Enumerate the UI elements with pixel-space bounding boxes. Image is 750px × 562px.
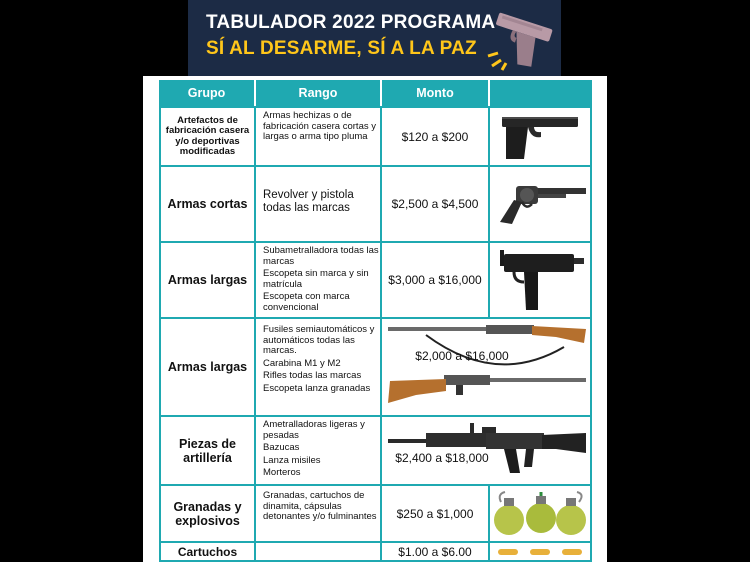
price-sheet bbox=[143, 76, 607, 562]
row-6-image bbox=[490, 486, 590, 541]
header-monto: Monto bbox=[382, 80, 488, 106]
row-6-grupo: Granadas y explosivos bbox=[161, 486, 254, 541]
row-5-grupo: Piezas de artillería bbox=[161, 417, 254, 484]
row-2-monto: $2,500 a $4,500 bbox=[382, 167, 488, 241]
row-3-grupo: Armas largas bbox=[161, 243, 254, 317]
row-4-monto: $2,000 a $16,000 bbox=[415, 349, 509, 363]
banner bbox=[188, 0, 561, 76]
header-grupo: Grupo bbox=[159, 80, 254, 106]
row-7-image bbox=[490, 543, 590, 560]
row-3-rango bbox=[256, 243, 380, 317]
row-5-rango-line-2: Bazucas bbox=[263, 442, 300, 453]
row-4-rango-line-4: Escopeta lanza granadas bbox=[263, 382, 371, 394]
row-4-rango bbox=[256, 319, 380, 415]
bullet-icon bbox=[494, 546, 586, 558]
submachine-gun-icon bbox=[494, 246, 586, 314]
row-4-rango-line-3: Rifles todas las marcas bbox=[263, 370, 362, 381]
row-3-rango-line-2: Escopeta sin marca y sin matrícula bbox=[263, 268, 369, 290]
header-image bbox=[490, 80, 592, 106]
row-5-rango-line-1: Ametralladoras ligeras y pesadas bbox=[263, 419, 365, 441]
row-4-rango-line-1: Fusiles semiautomáticos y automáticos todas las marcas. bbox=[263, 324, 375, 356]
assault-rifle-icon bbox=[386, 419, 590, 477]
row-1-image bbox=[490, 108, 590, 165]
row-6-rango-line: Granadas, cartuchos de dinamita, cápsulas detonantes y/o fulminantes bbox=[263, 490, 377, 522]
pistol-icon bbox=[498, 111, 582, 163]
grenade-icon bbox=[491, 488, 589, 540]
row-6-rango bbox=[256, 486, 380, 541]
row-3-monto: $3,000 a $16,000 bbox=[382, 243, 488, 317]
row-2-image bbox=[490, 167, 590, 241]
rifle-icon bbox=[386, 323, 590, 413]
banner-title: TABULADOR 2022 PROGRAMA bbox=[206, 12, 496, 33]
revolver-icon bbox=[492, 180, 588, 228]
row-2-grupo: Armas cortas bbox=[161, 167, 254, 241]
row-3-rango-line-3: Escopeta con marca convencional bbox=[263, 291, 350, 313]
row-3-rango-line-1: Subametralladora todas las marcas bbox=[263, 245, 379, 267]
header-rango: Rango bbox=[256, 80, 380, 106]
pistol-icon bbox=[484, 6, 556, 74]
row-5-rango-line-4: Morteros bbox=[263, 467, 301, 478]
row-7-rango bbox=[256, 543, 380, 560]
row-4-monto-image bbox=[382, 319, 590, 415]
row-2-rango-line: Revolver y pistola todas las marcas bbox=[263, 189, 354, 214]
row-7-monto: $1.00 a $6.00 bbox=[382, 543, 488, 560]
row-4-grupo: Armas largas bbox=[161, 319, 254, 415]
row-1-monto: $120 a $200 bbox=[382, 108, 488, 165]
banner-subtitle: SÍ AL DESARME, SÍ A LA PAZ bbox=[206, 38, 477, 59]
row-1-rango bbox=[256, 108, 380, 165]
row-4-rango-line-2: Carabina M1 y M2 bbox=[263, 357, 341, 369]
row-2-rango bbox=[256, 167, 380, 241]
row-7-grupo: Cartuchos bbox=[161, 543, 254, 560]
row-5-monto: $2,400 a $18,000 bbox=[395, 451, 489, 465]
row-5-rango bbox=[256, 417, 380, 484]
row-6-monto: $250 a $1,000 bbox=[382, 486, 488, 541]
row-5-rango-line-3: Lanza misiles bbox=[263, 454, 321, 466]
row-1-rango-line: Armas hechizas o de fabricación casera cortas y largas o arma tipo pluma bbox=[263, 110, 376, 142]
row-5-monto-image bbox=[382, 417, 590, 484]
row-1-grupo: Artefactos de fabricación casera y/o deportivas modificadas bbox=[161, 108, 254, 165]
row-3-image bbox=[490, 243, 590, 317]
